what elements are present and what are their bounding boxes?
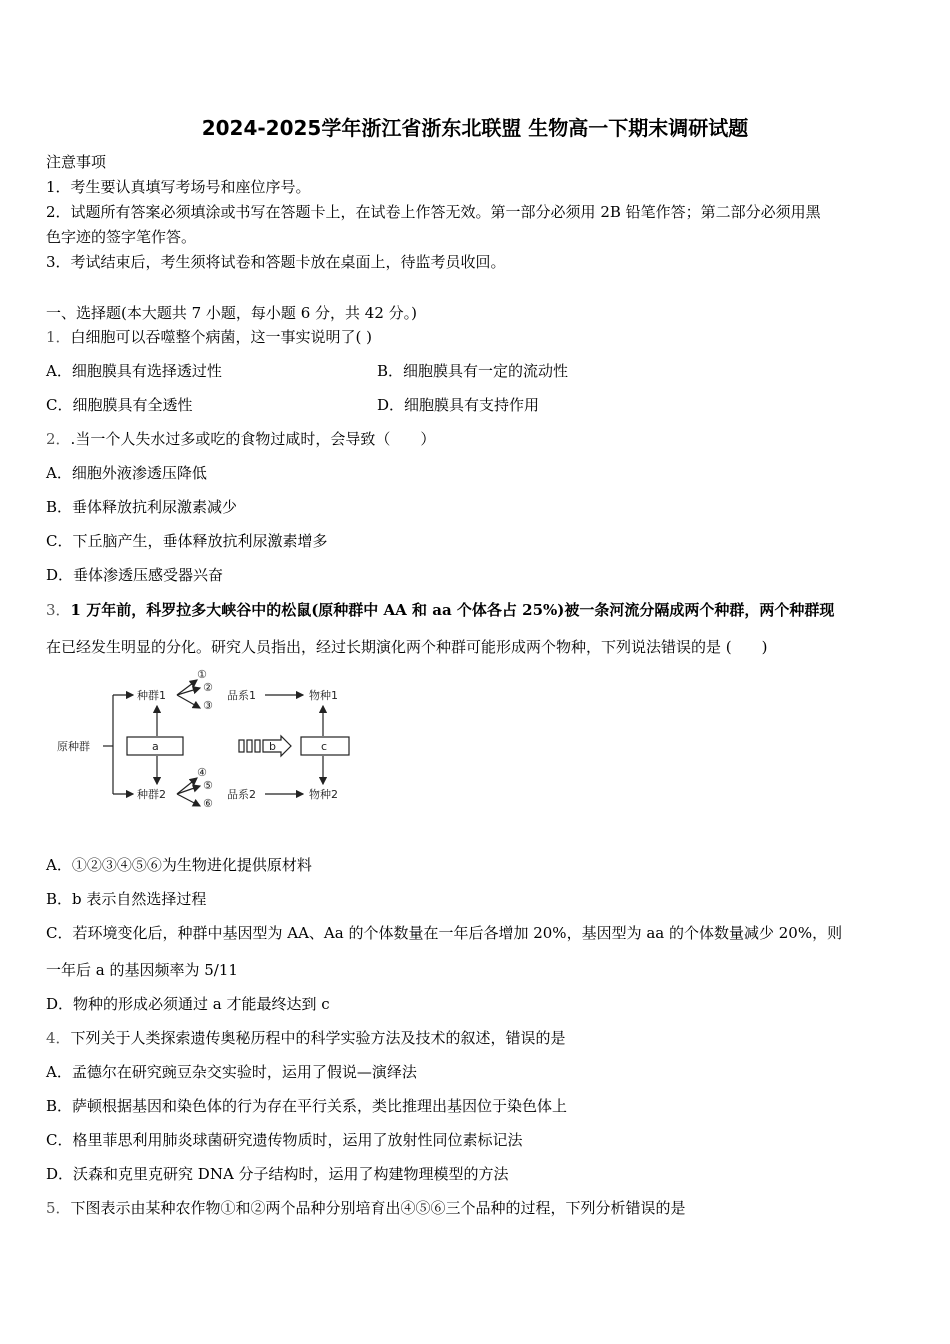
question-stem: 下列关于人类探索遗传奥秘历程中的科学实验方法及技术的叙述，错误的是 [70,1029,566,1047]
diagram-label-strain2: 品系2 [227,788,256,801]
question-5 [46,1198,686,1218]
question-1 [46,327,372,347]
notice-heading: 注意事项 [46,153,107,171]
option-c: C．细胞膜具有全透性 [46,396,193,414]
notice-item: 2．试题所有答案必须填涂或书写在答题卡上，在试卷上作答无效。第一部分必须用 2B 铅笔作答；第二部分必须用黑 [46,203,821,221]
question-stem-line2: 在已经发生明显的分化。研究人员指出，经过长期演化两个种群可能形成两个物种，下列说法错误的是 ( ) [46,638,768,656]
diagram-mark-6: ⑥ [203,797,213,810]
notice-item: 色字迹的签字笔作答。 [46,228,197,246]
diagram-label-species2: 物种2 [309,788,338,801]
question-stem-continued [46,637,767,657]
option-d: D．垂体渗透压感受器兴奋 [46,566,224,584]
speciation-diagram [55,666,355,816]
option-b: B．b 表示自然选择过程 [46,890,207,908]
option-b: B．细胞膜具有一定的流动性 [377,362,569,380]
diagram-mark-1: ① [197,668,207,681]
notice-item: 1．考生要认真填写考场号和座位序号。 [46,178,311,196]
question-3 [46,600,834,620]
option-d: D．沃森和克里克研究 DNA 分子结构时，运用了构建物理模型的方法 [46,1165,509,1183]
diagram-box-a: a [152,740,159,753]
question-number: 1． [46,328,71,346]
question-number: 2． [46,430,71,448]
section-heading: 一、选择题(本大题共 7 小题，每小题 6 分，共 42 分。) [46,304,417,322]
diagram-label-origin: 原种群 [57,740,90,753]
option-c: C．格里菲思利用肺炎球菌研究遗传物质时，运用了放射性同位素标记法 [46,1131,523,1149]
option-b: B．萨顿根据基因和染色体的行为存在平行关系，类比推理出基因位于染色体上 [46,1097,568,1115]
diagram-label-species1: 物种1 [309,689,338,702]
question-2 [46,429,435,449]
diagram-box-b: b [269,740,276,753]
option-c: C．下丘脑产生，垂体释放抗利尿激素增多 [46,532,328,550]
option-c: C．若环境变化后，种群中基因型为 AA、Aa 的个体数量在一年后各增加 20%，基因型为 aa 的个体数量减少 20%，则 [46,924,843,942]
option-a: A．①②③④⑤⑥为生物进化提供原材料 [46,856,312,874]
option-a: A．孟德尔在研究豌豆杂交实验时，运用了假说—演绎法 [46,1063,417,1081]
diagram-label-pop1: 种群1 [137,689,166,702]
option-c-continued: 一年后 a 的基因频率为 5/11 [46,961,238,979]
diagram-box-c: c [321,740,328,753]
option-a: A．细胞膜具有选择透过性 [46,362,222,380]
option-b: B．垂体释放抗利尿激素减少 [46,498,238,516]
question-stem: 下图表示由某种农作物①和②两个品种分别培育出④⑤⑥三个品种的过程，下列分析错误的是 [70,1199,686,1217]
notice-item: 3．考试结束后，考生须将试卷和答题卡放在桌面上，待监考员收回。 [46,253,506,271]
option-d: D．细胞膜具有支持作用 [377,396,540,414]
diagram-label-strain1: 品系1 [227,689,256,702]
question-number: 4． [46,1029,71,1047]
diagram-mark-4: ④ [197,766,207,779]
diagram-mark-2: ② [203,681,213,694]
option-a: A．细胞外液渗透压降低 [46,464,207,482]
page-title: 2024-2025学年浙江省浙东北联盟 生物高一下期末调研试题 [201,116,749,140]
diagram-mark-3: ③ [203,699,213,712]
diagram-label-pop2: 种群2 [137,788,166,801]
question-stem: 1 万年前，科罗拉多大峡谷中的松鼠(原种群中 AA 和 aa 个体各占 25%)被一条河流分隔成两个种群，两个种群现 [70,601,835,619]
question-4 [46,1028,566,1048]
question-number: 3． [46,601,71,619]
question-stem: .当一个人失水过多或吃的食物过咸时，会导致（ ） [70,430,436,448]
question-number: 5． [46,1199,71,1217]
question-stem: 白细胞可以吞噬整个病菌，这一事实说明了( ) [70,328,373,346]
option-d: D．物种的形成必须通过 a 才能最终达到 c [46,995,330,1013]
diagram-mark-5: ⑤ [203,779,213,792]
